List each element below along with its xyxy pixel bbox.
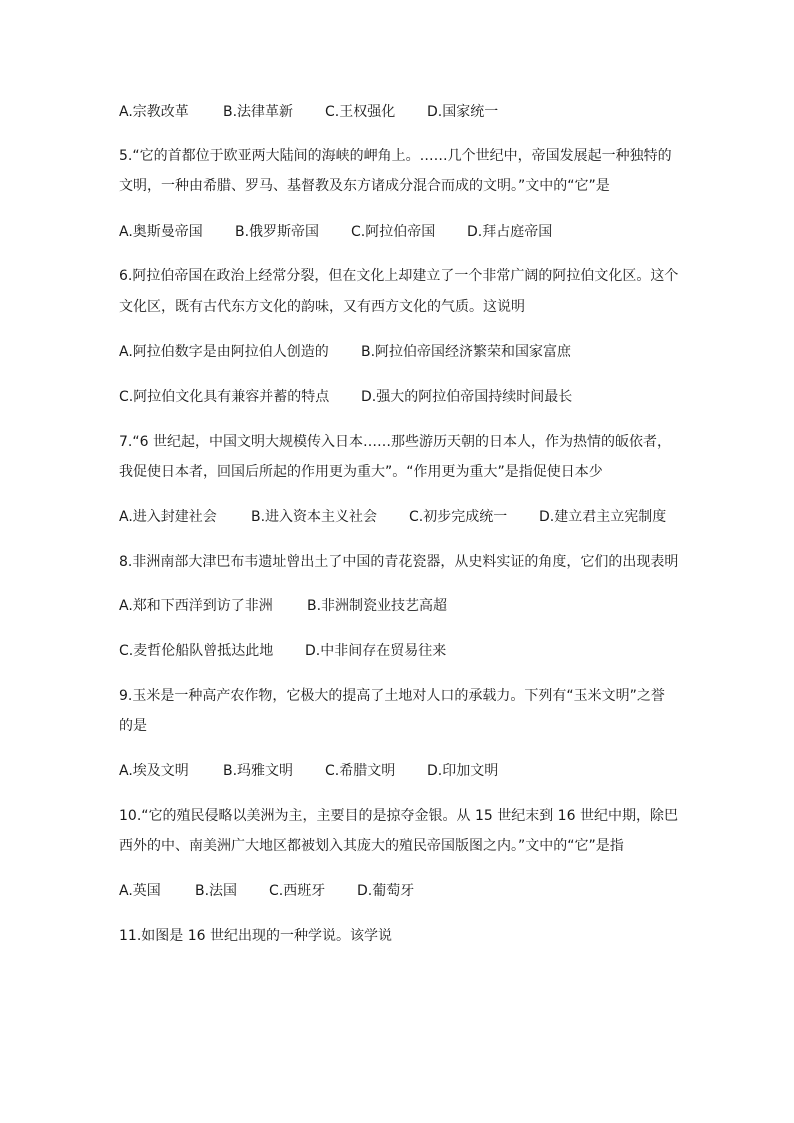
q8-stem-line-1: 8.非洲南部大津巴布韦遗址曾出土了中国的青花瓷器，从史料实证的角度，它们的出现表明 [119, 554, 679, 570]
q5-option-c: C.阿拉伯帝国 [351, 224, 436, 240]
q7-option-b: B.进入资本主义社会 [251, 509, 378, 525]
q11-stem-line-1: 11.如图是 16 世纪出现的一种学说。该学说 [119, 928, 392, 944]
q5-stem-line-1: 5.“它的首都位于欧亚两大陆间的海峡的岬角上。……几个世纪中，帝国发展起一种独特的 [119, 148, 672, 164]
q8-option-b: B.非洲制瓷业技艺高超 [307, 598, 448, 614]
q9-option-a: A.埃及文明 [119, 763, 189, 779]
q4-option-c: C.王权强化 [325, 104, 396, 120]
q6-options-row-2 [119, 387, 572, 407]
q7-options [119, 507, 666, 527]
q9-options [119, 761, 498, 781]
q10-options [119, 881, 414, 901]
q4-option-b: B.法律革新 [223, 104, 294, 120]
q6-option-a: A.阿拉伯数字是由阿拉伯人创造的 [119, 344, 329, 360]
q6-option-d: D.强大的阿拉伯帝国持续时间最长 [361, 389, 573, 405]
q6-option-b: B.阿拉伯帝国经济繁荣和国家富庶 [361, 344, 572, 360]
q7-stem-line-2: 我促使日本者，回国后所起的作用更为重大”。“作用更为重大”是指促使日本少 [119, 464, 603, 480]
q6-options-row-1 [119, 342, 571, 362]
q10-stem-line-2: 西外的中、南美洲广大地区都被划入其庞大的殖民帝国版图之内。”文中的“它”是指 [119, 838, 624, 854]
q9-stem-line-1: 9.玉米是一种高产农作物，它极大的提高了土地对人口的承载力。下列有“玉米文明”之誉 [119, 688, 665, 704]
q7-option-a: A.进入封建社会 [119, 509, 217, 525]
q5-stem-line-2: 文明，一种由希腊、罗马、基督教及东方诸成分混合而成的文明。”文中的“它”是 [119, 178, 610, 194]
q7-stem-line-1: 7.“6 世纪起，中国文明大规模传入日本……那些游历天朝的日本人，作为热情的皈依者， [119, 434, 671, 450]
q10-option-a: A.英国 [119, 883, 161, 899]
q7-option-d: D.建立君主立宪制度 [539, 509, 667, 525]
q7-option-c: C.初步完成统一 [409, 509, 508, 525]
q4-option-d: D.国家统一 [427, 104, 499, 120]
q8-option-d: D.中非间存在贸易往来 [305, 643, 447, 659]
q4-options [119, 102, 498, 122]
q10-option-c: C.西班牙 [269, 883, 326, 899]
q9-option-d: D.印加文明 [427, 763, 499, 779]
q5-option-d: D.拜占庭帝国 [467, 224, 553, 240]
q4-option-a: A.宗教改革 [119, 104, 189, 120]
q6-stem-line-1: 6.阿拉伯帝国在政治上经常分裂，但在文化上却建立了一个非常广阔的阿拉伯文化区。这个 [119, 268, 679, 284]
q10-stem-line-1: 10.“它的殖民侵略以美洲为主，主要目的是掠夺金银。从 15 世纪末到 16 世纪中期，除巴 [119, 808, 678, 824]
q10-option-b: B.法国 [195, 883, 238, 899]
q9-option-b: B.玛雅文明 [223, 763, 294, 779]
q6-option-c: C.阿拉伯文化具有兼容并蓄的特点 [119, 389, 330, 405]
q9-stem-line-2: 的是 [119, 718, 147, 734]
q5-option-b: B.俄罗斯帝国 [235, 224, 320, 240]
q5-option-a: A.奥斯曼帝国 [119, 224, 203, 240]
q9-option-c: C.希腊文明 [325, 763, 396, 779]
q8-options-row-1 [119, 596, 447, 616]
q6-stem-line-2: 文化区，既有古代东方文化的韵味，又有西方文化的气质。这说明 [119, 299, 525, 315]
q5-options [119, 222, 552, 242]
q8-options-row-2 [119, 641, 446, 661]
q8-option-a: A.郑和下西洋到访了非洲 [119, 598, 273, 614]
q8-option-c: C.麦哲伦船队曾抵达此地 [119, 643, 274, 659]
q10-option-d: D.葡萄牙 [357, 883, 415, 899]
